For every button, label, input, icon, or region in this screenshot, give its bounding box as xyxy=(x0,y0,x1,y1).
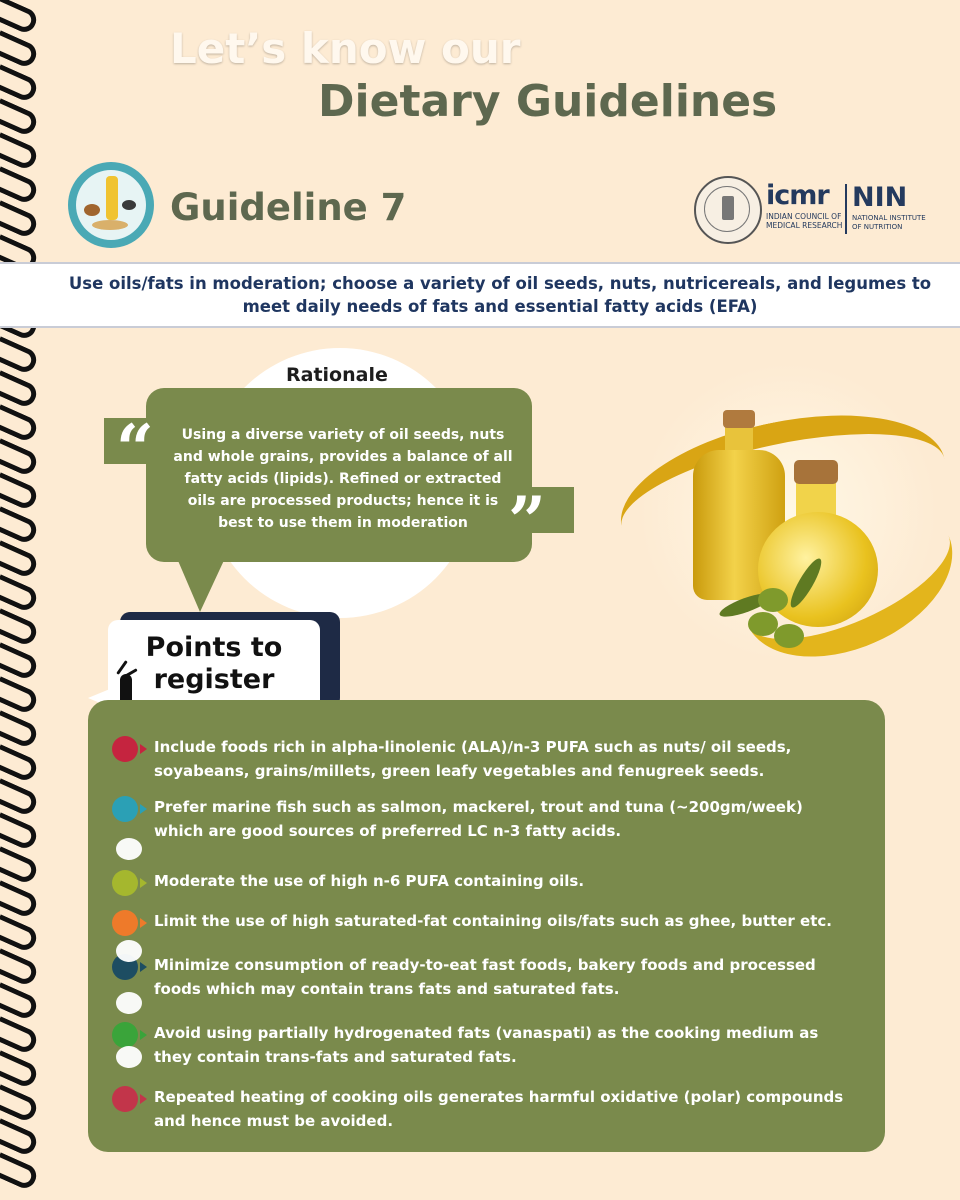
spiral-coil xyxy=(0,336,40,375)
spiral-coil xyxy=(0,744,40,783)
binder-hole xyxy=(116,940,142,962)
point-bullet-icon xyxy=(112,1086,138,1112)
institution-logos xyxy=(694,176,934,242)
binder-hole xyxy=(116,838,142,860)
spiral-coil xyxy=(0,880,40,919)
spiral-coil xyxy=(0,574,40,613)
point-arrow-icon xyxy=(140,1030,147,1040)
spiral-coil xyxy=(0,540,40,579)
point-bullet-icon xyxy=(112,736,138,762)
spiral-coil xyxy=(0,948,40,987)
point-item: Repeated heating of cooking oils generates harmful oxidative (polar) compounds and hence must be avoided. xyxy=(154,1088,844,1130)
icmr-subtitle: INDIAN COUNCIL OF MEDICAL RESEARCH xyxy=(766,212,843,230)
points-title xyxy=(108,632,320,696)
spiral-coil xyxy=(0,1152,40,1191)
point-bullet-icon xyxy=(112,870,138,896)
spiral-coil xyxy=(0,64,40,103)
guideline-statement: Use oils/fats in moderation; choose a variety of oil seeds, nuts, nutricereals, and legumes to meet daily needs of fats and essential fatty acids (EFA) xyxy=(68,274,932,316)
point-item: Prefer marine fish such as salmon, mackerel, trout and tuna (~200gm/week) which are good sources of preferred LC n-3 fatty acids. xyxy=(154,798,803,840)
nin-subtitle: NATIONAL INSTITUTE OF NUTRITION xyxy=(852,214,926,231)
point-item: Minimize consumption of ready-to-eat fast foods, bakery foods and processed foods which may contain trans fats and saturated fats. xyxy=(154,956,816,998)
spiral-coil xyxy=(0,1084,40,1123)
points-title-line1: Points to xyxy=(145,632,283,663)
rationale-bubble-tail xyxy=(176,556,226,612)
spiral-coil xyxy=(0,166,40,205)
rationale-title: Rationale xyxy=(286,364,388,386)
spiral-coil xyxy=(0,472,40,511)
point-arrow-icon xyxy=(140,962,147,972)
point-bullet-icon xyxy=(112,910,138,936)
spiral-coil xyxy=(0,0,40,36)
binder-hole xyxy=(116,1046,142,1068)
point-arrow-icon xyxy=(140,804,147,814)
spiral-coil xyxy=(0,1118,40,1157)
spiral-coil xyxy=(0,506,40,545)
spiral-coil xyxy=(0,914,40,953)
point-bullet-icon xyxy=(112,796,138,822)
point-arrow-icon xyxy=(140,744,147,754)
spiral-coil xyxy=(0,642,40,681)
points-title-line2: register xyxy=(153,664,275,695)
spiral-coil xyxy=(0,98,40,137)
point-item: Moderate the use of high n-6 PUFA containing oils. xyxy=(154,872,585,890)
header-title-line1: Let’s know our xyxy=(170,24,521,73)
guideline-label: Guideline 7 xyxy=(170,186,407,229)
spiral-coil xyxy=(0,404,40,443)
spiral-coil xyxy=(0,1016,40,1055)
spiral-coil xyxy=(0,608,40,647)
binder-hole xyxy=(116,992,142,1014)
spiral-coil xyxy=(0,30,40,69)
spiral-coil xyxy=(0,370,40,409)
spiral-coil xyxy=(0,132,40,171)
spiral-coil xyxy=(0,778,40,817)
close-quote-icon: ” xyxy=(508,482,546,560)
point-item: Avoid using partially hydrogenated fats (vanaspati) as the cooking medium as they contain trans-fats and saturated fats. xyxy=(154,1024,819,1066)
icmr-seal-icon xyxy=(694,176,762,244)
spiral-coil xyxy=(0,1050,40,1089)
spiral-coil xyxy=(0,982,40,1021)
spiral-binding xyxy=(0,0,44,1200)
header-title-line2: Dietary Guidelines xyxy=(318,76,778,127)
point-item: Include foods rich in alpha-linolenic (ALA)/n-3 PUFA such as nuts/ oil seeds, soyabeans, grains/millets, green leafy vegetables and fenugreek seeds. xyxy=(154,738,792,780)
guideline-statement-band xyxy=(0,262,960,328)
point-arrow-icon xyxy=(140,878,147,888)
oil-seeds-icon xyxy=(68,162,154,248)
spiral-coil xyxy=(0,200,40,239)
oil-bottles-illustration xyxy=(598,362,960,662)
spiral-coil xyxy=(0,676,40,715)
point-arrow-icon xyxy=(140,1094,147,1104)
rationale-text: Using a diverse variety of oil seeds, nuts and whole grains, provides a balance of all fatty acids (lipids). Refined or extracted oils are processed products; hence it is best to use them in moderation xyxy=(173,427,513,531)
point-arrow-icon xyxy=(140,918,147,928)
point-item: Limit the use of high saturated-fat containing oils/fats such as ghee, butter etc. xyxy=(154,912,832,930)
nin-logo-text: NIN xyxy=(852,182,908,213)
spiral-coil xyxy=(0,846,40,885)
spiral-coil xyxy=(0,710,40,749)
point-bullet-icon xyxy=(112,1022,138,1048)
icmr-logo-text: icmr xyxy=(766,180,829,211)
open-quote-icon: “ xyxy=(116,410,154,488)
logo-divider xyxy=(845,184,847,234)
spiral-coil xyxy=(0,438,40,477)
spiral-coil xyxy=(0,812,40,851)
